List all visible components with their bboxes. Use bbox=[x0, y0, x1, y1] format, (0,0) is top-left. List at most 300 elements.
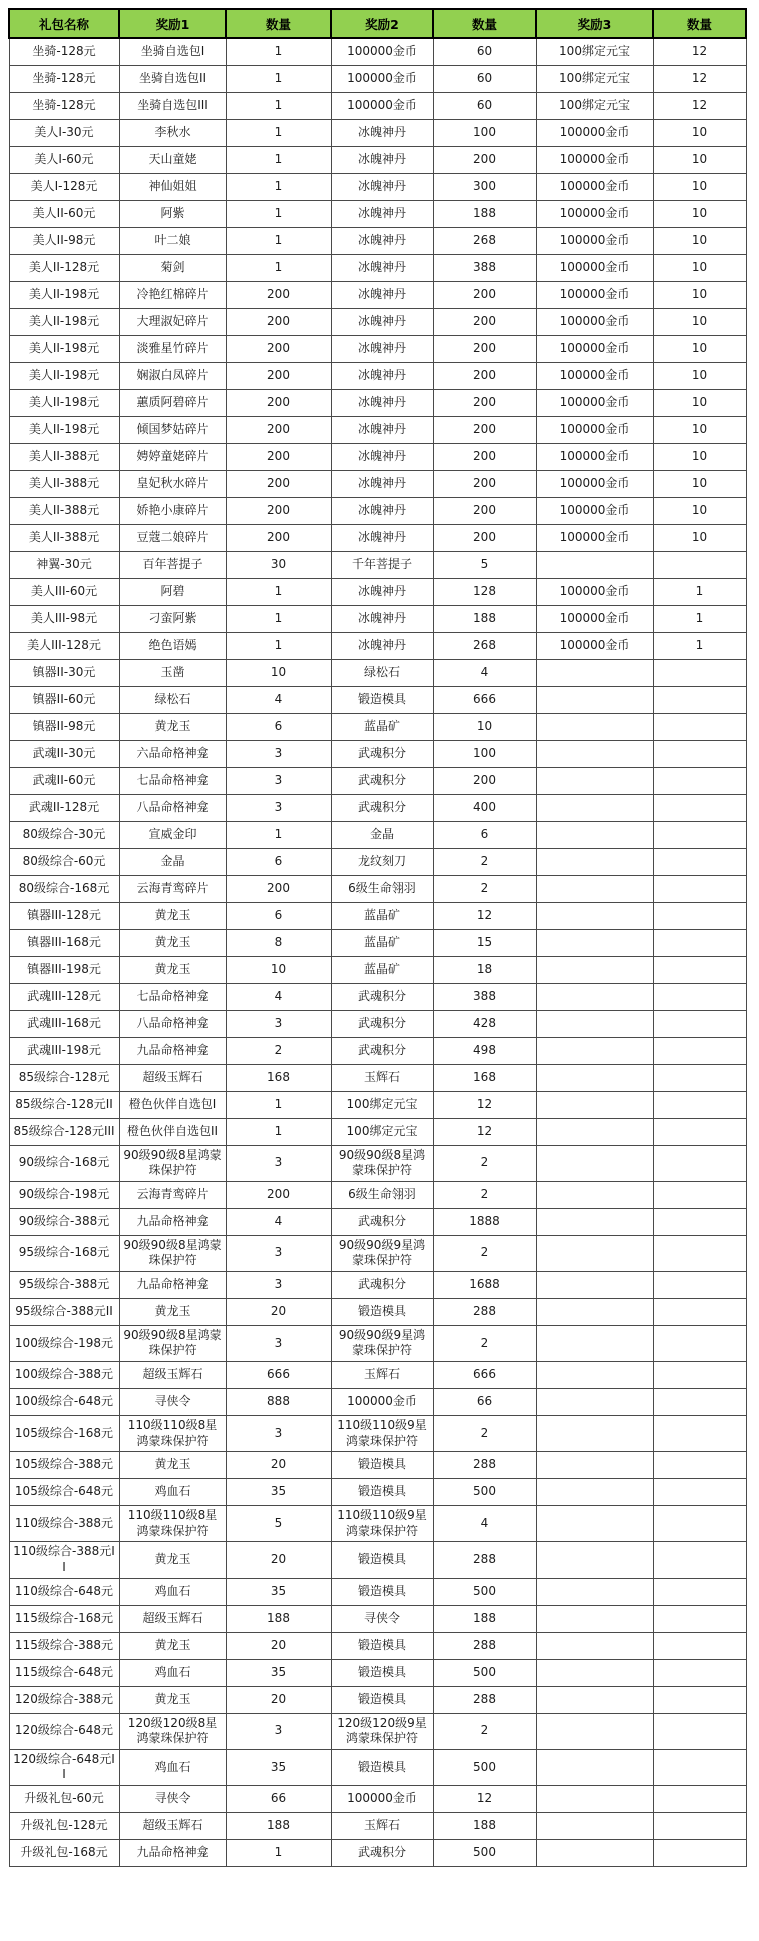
cell-quantity-3: 10 bbox=[653, 389, 746, 416]
cell-quantity-3 bbox=[653, 1686, 746, 1713]
cell-quantity-3: 10 bbox=[653, 362, 746, 389]
cell-quantity-2: 60 bbox=[433, 38, 536, 65]
cell-quantity-3 bbox=[653, 1786, 746, 1813]
cell-quantity-2: 2 bbox=[433, 875, 536, 902]
cell-reward-1: 大理淑妃碎片 bbox=[119, 308, 226, 335]
cell-reward-3 bbox=[536, 1235, 653, 1271]
cell-package-name: 100级综合-388元 bbox=[9, 1362, 119, 1389]
cell-quantity-2: 300 bbox=[433, 173, 536, 200]
table-row bbox=[9, 65, 746, 92]
cell-reward-3 bbox=[536, 929, 653, 956]
cell-quantity-3 bbox=[653, 1479, 746, 1506]
cell-quantity-3: 10 bbox=[653, 335, 746, 362]
cell-reward-2: 锻造模具 bbox=[331, 1686, 433, 1713]
cell-package-name: 镇器III-198元 bbox=[9, 956, 119, 983]
cell-reward-1: 叶二娘 bbox=[119, 227, 226, 254]
cell-quantity-2: 10 bbox=[433, 713, 536, 740]
cell-quantity-1: 200 bbox=[226, 416, 331, 443]
cell-package-name: 105级综合-648元 bbox=[9, 1479, 119, 1506]
cell-reward-3 bbox=[536, 821, 653, 848]
cell-reward-1: 橙色伙伴自选包II bbox=[119, 1118, 226, 1145]
cell-reward-1: 娉婷童姥碎片 bbox=[119, 443, 226, 470]
cell-quantity-3: 10 bbox=[653, 200, 746, 227]
table-row bbox=[9, 92, 746, 119]
cell-quantity-1: 3 bbox=[226, 1416, 331, 1452]
cell-reward-3 bbox=[536, 1118, 653, 1145]
table-row bbox=[9, 821, 746, 848]
cell-reward-2: 冰魄神丹 bbox=[331, 335, 433, 362]
cell-reward-3: 100000金币 bbox=[536, 146, 653, 173]
cell-quantity-1: 20 bbox=[226, 1542, 331, 1578]
cell-quantity-1: 3 bbox=[226, 1010, 331, 1037]
cell-package-name: 美人II-198元 bbox=[9, 362, 119, 389]
cell-reward-3 bbox=[536, 767, 653, 794]
cell-package-name: 80级综合-30元 bbox=[9, 821, 119, 848]
cell-quantity-1: 20 bbox=[226, 1298, 331, 1325]
cell-quantity-1: 10 bbox=[226, 659, 331, 686]
cell-quantity-3 bbox=[653, 1389, 746, 1416]
cell-quantity-3 bbox=[653, 1235, 746, 1271]
cell-reward-1: 皇妃秋水碎片 bbox=[119, 470, 226, 497]
table-row bbox=[9, 1271, 746, 1298]
cell-reward-3 bbox=[536, 1416, 653, 1452]
cell-quantity-1: 6 bbox=[226, 713, 331, 740]
cell-quantity-2: 200 bbox=[433, 767, 536, 794]
cell-quantity-2: 188 bbox=[433, 605, 536, 632]
cell-reward-2: 冰魄神丹 bbox=[331, 227, 433, 254]
cell-reward-2: 冰魄神丹 bbox=[331, 119, 433, 146]
cell-quantity-3 bbox=[653, 659, 746, 686]
cell-reward-2: 90级90级9星鸿蒙珠保护符 bbox=[331, 1235, 433, 1271]
cell-quantity-3: 12 bbox=[653, 92, 746, 119]
cell-package-name: 坐骑-128元 bbox=[9, 38, 119, 65]
cell-reward-1: 黄龙玉 bbox=[119, 1298, 226, 1325]
cell-reward-1: 阿碧 bbox=[119, 578, 226, 605]
cell-quantity-3 bbox=[653, 1749, 746, 1785]
cell-package-name: 升级礼包-168元 bbox=[9, 1840, 119, 1867]
cell-reward-2: 玉辉石 bbox=[331, 1362, 433, 1389]
cell-reward-1: 八品命格神龛 bbox=[119, 1010, 226, 1037]
cell-package-name: 美人I-60元 bbox=[9, 146, 119, 173]
cell-reward-3 bbox=[536, 1659, 653, 1686]
cell-reward-3: 100000金币 bbox=[536, 254, 653, 281]
column-header-quantity-1: 数量 bbox=[226, 9, 331, 38]
cell-quantity-2: 188 bbox=[433, 200, 536, 227]
cell-quantity-3: 10 bbox=[653, 173, 746, 200]
cell-reward-1: 菊剑 bbox=[119, 254, 226, 281]
cell-reward-3 bbox=[536, 875, 653, 902]
table-row bbox=[9, 983, 746, 1010]
cell-reward-1: 黄龙玉 bbox=[119, 902, 226, 929]
cell-quantity-2: 2 bbox=[433, 1713, 536, 1749]
cell-reward-3 bbox=[536, 1389, 653, 1416]
cell-quantity-2: 5 bbox=[433, 551, 536, 578]
cell-quantity-2: 200 bbox=[433, 497, 536, 524]
cell-package-name: 美人II-388元 bbox=[9, 443, 119, 470]
cell-reward-3 bbox=[536, 1208, 653, 1235]
cell-quantity-2: 428 bbox=[433, 1010, 536, 1037]
cell-quantity-1: 888 bbox=[226, 1389, 331, 1416]
table-row bbox=[9, 1064, 746, 1091]
cell-quantity-2: 288 bbox=[433, 1632, 536, 1659]
cell-reward-3: 100000金币 bbox=[536, 200, 653, 227]
cell-quantity-1: 20 bbox=[226, 1686, 331, 1713]
cell-package-name: 神翼-30元 bbox=[9, 551, 119, 578]
cell-reward-2: 武魂积分 bbox=[331, 1840, 433, 1867]
cell-reward-2: 千年菩提子 bbox=[331, 551, 433, 578]
cell-quantity-1: 3 bbox=[226, 794, 331, 821]
cell-package-name: 115级综合-648元 bbox=[9, 1659, 119, 1686]
cell-package-name: 120级综合-648元II bbox=[9, 1749, 119, 1785]
cell-reward-1: 倾国梦姑碎片 bbox=[119, 416, 226, 443]
cell-quantity-1: 200 bbox=[226, 470, 331, 497]
cell-quantity-2: 2 bbox=[433, 1416, 536, 1452]
cell-reward-1: 120级120级8星鸿蒙珠保护符 bbox=[119, 1713, 226, 1749]
cell-package-name: 美人II-98元 bbox=[9, 227, 119, 254]
cell-quantity-2: 288 bbox=[433, 1686, 536, 1713]
cell-reward-3 bbox=[536, 659, 653, 686]
cell-quantity-3 bbox=[653, 1145, 746, 1181]
cell-quantity-1: 2 bbox=[226, 1037, 331, 1064]
cell-quantity-3: 10 bbox=[653, 524, 746, 551]
cell-quantity-1: 30 bbox=[226, 551, 331, 578]
cell-quantity-3 bbox=[653, 1813, 746, 1840]
cell-quantity-1: 4 bbox=[226, 686, 331, 713]
table-row bbox=[9, 686, 746, 713]
cell-quantity-2: 1688 bbox=[433, 1271, 536, 1298]
cell-quantity-1: 1 bbox=[226, 173, 331, 200]
cell-reward-2: 锻造模具 bbox=[331, 1749, 433, 1785]
cell-reward-2: 冰魄神丹 bbox=[331, 308, 433, 335]
cell-quantity-1: 3 bbox=[226, 1145, 331, 1181]
cell-reward-2: 武魂积分 bbox=[331, 983, 433, 1010]
cell-quantity-2: 2 bbox=[433, 848, 536, 875]
cell-reward-1: 鸡血石 bbox=[119, 1578, 226, 1605]
column-header-quantity-3: 数量 bbox=[653, 9, 746, 38]
cell-package-name: 110级综合-388元 bbox=[9, 1506, 119, 1542]
cell-quantity-3: 10 bbox=[653, 146, 746, 173]
table-row bbox=[9, 875, 746, 902]
cell-reward-3: 100000金币 bbox=[536, 578, 653, 605]
cell-quantity-1: 1 bbox=[226, 92, 331, 119]
cell-quantity-3 bbox=[653, 1010, 746, 1037]
cell-quantity-2: 500 bbox=[433, 1840, 536, 1867]
cell-package-name: 美人II-198元 bbox=[9, 416, 119, 443]
cell-reward-1: 黄龙玉 bbox=[119, 713, 226, 740]
cell-quantity-3 bbox=[653, 1362, 746, 1389]
cell-quantity-2: 12 bbox=[433, 902, 536, 929]
cell-reward-1: 云海青鸾碎片 bbox=[119, 1181, 226, 1208]
cell-package-name: 110级综合-388元II bbox=[9, 1542, 119, 1578]
cell-reward-2: 100绑定元宝 bbox=[331, 1091, 433, 1118]
cell-quantity-1: 1 bbox=[226, 1118, 331, 1145]
cell-reward-3: 100000金币 bbox=[536, 227, 653, 254]
cell-quantity-3 bbox=[653, 1416, 746, 1452]
table-row bbox=[9, 1713, 746, 1749]
cell-reward-3: 100000金币 bbox=[536, 605, 653, 632]
cell-reward-3: 100000金币 bbox=[536, 443, 653, 470]
cell-reward-3: 100绑定元宝 bbox=[536, 92, 653, 119]
cell-reward-1: 刁蛮阿紫 bbox=[119, 605, 226, 632]
cell-reward-1: 90级90级8星鸿蒙珠保护符 bbox=[119, 1145, 226, 1181]
table-row bbox=[9, 362, 746, 389]
cell-quantity-3 bbox=[653, 551, 746, 578]
cell-reward-1: 超级玉辉石 bbox=[119, 1813, 226, 1840]
cell-quantity-3 bbox=[653, 1064, 746, 1091]
cell-quantity-3 bbox=[653, 1506, 746, 1542]
cell-reward-2: 武魂积分 bbox=[331, 767, 433, 794]
cell-quantity-2: 200 bbox=[433, 362, 536, 389]
cell-reward-1: 110级110级8星鸿蒙珠保护符 bbox=[119, 1416, 226, 1452]
cell-quantity-1: 1 bbox=[226, 578, 331, 605]
cell-quantity-2: 2 bbox=[433, 1145, 536, 1181]
cell-package-name: 95级综合-388元II bbox=[9, 1298, 119, 1325]
cell-package-name: 武魂III-168元 bbox=[9, 1010, 119, 1037]
cell-quantity-2: 200 bbox=[433, 308, 536, 335]
cell-reward-3: 100000金币 bbox=[536, 524, 653, 551]
cell-quantity-3 bbox=[653, 1118, 746, 1145]
cell-reward-1: 九品命格神龛 bbox=[119, 1208, 226, 1235]
cell-quantity-3 bbox=[653, 1659, 746, 1686]
cell-quantity-3 bbox=[653, 1271, 746, 1298]
cell-package-name: 120级综合-388元 bbox=[9, 1686, 119, 1713]
cell-quantity-1: 1 bbox=[226, 1091, 331, 1118]
cell-quantity-1: 35 bbox=[226, 1659, 331, 1686]
cell-quantity-1: 6 bbox=[226, 902, 331, 929]
cell-reward-1: 阿紫 bbox=[119, 200, 226, 227]
cell-quantity-1: 3 bbox=[226, 740, 331, 767]
cell-quantity-1: 35 bbox=[226, 1578, 331, 1605]
table-row bbox=[9, 173, 746, 200]
cell-reward-1: 宣威金印 bbox=[119, 821, 226, 848]
table-row bbox=[9, 1749, 746, 1785]
cell-quantity-3 bbox=[653, 1840, 746, 1867]
cell-package-name: 105级综合-168元 bbox=[9, 1416, 119, 1452]
cell-quantity-2: 12 bbox=[433, 1118, 536, 1145]
cell-reward-3 bbox=[536, 1298, 653, 1325]
cell-quantity-2: 12 bbox=[433, 1786, 536, 1813]
cell-reward-3 bbox=[536, 1064, 653, 1091]
cell-package-name: 90级综合-168元 bbox=[9, 1145, 119, 1181]
cell-package-name: 升级礼包-60元 bbox=[9, 1786, 119, 1813]
cell-reward-3 bbox=[536, 983, 653, 1010]
cell-reward-2: 110级110级9星鸿蒙珠保护符 bbox=[331, 1416, 433, 1452]
cell-package-name: 镇器III-128元 bbox=[9, 902, 119, 929]
cell-reward-2: 冰魄神丹 bbox=[331, 389, 433, 416]
table-row bbox=[9, 956, 746, 983]
cell-quantity-1: 168 bbox=[226, 1064, 331, 1091]
cell-quantity-3 bbox=[653, 902, 746, 929]
table-row bbox=[9, 308, 746, 335]
table-row bbox=[9, 1235, 746, 1271]
cell-package-name: 100级综合-198元 bbox=[9, 1325, 119, 1361]
cell-reward-3 bbox=[536, 1325, 653, 1361]
cell-reward-2: 锻造模具 bbox=[331, 1578, 433, 1605]
table-row bbox=[9, 146, 746, 173]
cell-reward-2: 冰魄神丹 bbox=[331, 443, 433, 470]
cell-reward-3: 100000金币 bbox=[536, 335, 653, 362]
cell-quantity-3: 10 bbox=[653, 308, 746, 335]
cell-reward-2: 龙纹刻刀 bbox=[331, 848, 433, 875]
table-row bbox=[9, 1037, 746, 1064]
cell-quantity-2: 2 bbox=[433, 1181, 536, 1208]
cell-quantity-3: 1 bbox=[653, 578, 746, 605]
cell-reward-2: 锻造模具 bbox=[331, 1452, 433, 1479]
cell-package-name: 80级综合-168元 bbox=[9, 875, 119, 902]
cell-reward-2: 110级110级9星鸿蒙珠保护符 bbox=[331, 1506, 433, 1542]
cell-quantity-1: 1 bbox=[226, 1840, 331, 1867]
cell-reward-2: 冰魄神丹 bbox=[331, 605, 433, 632]
cell-quantity-3 bbox=[653, 1208, 746, 1235]
cell-quantity-3 bbox=[653, 848, 746, 875]
cell-reward-2: 冰魄神丹 bbox=[331, 497, 433, 524]
cell-reward-2: 锻造模具 bbox=[331, 1632, 433, 1659]
cell-reward-2: 寻侠令 bbox=[331, 1605, 433, 1632]
cell-package-name: 镇器III-168元 bbox=[9, 929, 119, 956]
table-row bbox=[9, 632, 746, 659]
table-row bbox=[9, 1686, 746, 1713]
table-row bbox=[9, 200, 746, 227]
cell-quantity-2: 500 bbox=[433, 1749, 536, 1785]
table-header-row bbox=[9, 9, 746, 38]
cell-reward-1: 黄龙玉 bbox=[119, 1632, 226, 1659]
cell-quantity-3 bbox=[653, 875, 746, 902]
cell-reward-1: 淡雅星竹碎片 bbox=[119, 335, 226, 362]
cell-reward-2: 冰魄神丹 bbox=[331, 362, 433, 389]
cell-reward-3: 100000金币 bbox=[536, 497, 653, 524]
table-row bbox=[9, 1118, 746, 1145]
cell-reward-2: 6级生命翎羽 bbox=[331, 875, 433, 902]
cell-reward-2: 武魂积分 bbox=[331, 740, 433, 767]
table-row bbox=[9, 389, 746, 416]
cell-reward-3 bbox=[536, 1506, 653, 1542]
cell-reward-1: 百年菩提子 bbox=[119, 551, 226, 578]
table-row bbox=[9, 1479, 746, 1506]
cell-reward-3 bbox=[536, 686, 653, 713]
cell-reward-2: 武魂积分 bbox=[331, 1010, 433, 1037]
cell-reward-2: 90级90级9星鸿蒙珠保护符 bbox=[331, 1325, 433, 1361]
cell-quantity-1: 188 bbox=[226, 1605, 331, 1632]
cell-quantity-3 bbox=[653, 1542, 746, 1578]
cell-reward-2: 玉辉石 bbox=[331, 1064, 433, 1091]
cell-reward-2: 金晶 bbox=[331, 821, 433, 848]
cell-package-name: 美人III-128元 bbox=[9, 632, 119, 659]
cell-reward-1: 黄龙玉 bbox=[119, 1542, 226, 1578]
table-row bbox=[9, 1145, 746, 1181]
table-row bbox=[9, 1452, 746, 1479]
cell-reward-3 bbox=[536, 1713, 653, 1749]
cell-reward-1: 寻侠令 bbox=[119, 1786, 226, 1813]
cell-reward-2: 武魂积分 bbox=[331, 1037, 433, 1064]
cell-package-name: 115级综合-168元 bbox=[9, 1605, 119, 1632]
cell-quantity-1: 1 bbox=[226, 65, 331, 92]
cell-package-name: 110级综合-648元 bbox=[9, 1578, 119, 1605]
cell-package-name: 镇器II-30元 bbox=[9, 659, 119, 686]
cell-reward-3 bbox=[536, 902, 653, 929]
cell-package-name: 85级综合-128元II bbox=[9, 1091, 119, 1118]
cell-quantity-2: 200 bbox=[433, 335, 536, 362]
cell-reward-3 bbox=[536, 1452, 653, 1479]
cell-quantity-3: 10 bbox=[653, 281, 746, 308]
cell-reward-3 bbox=[536, 1578, 653, 1605]
cell-reward-1: 黄龙玉 bbox=[119, 929, 226, 956]
table-row bbox=[9, 713, 746, 740]
cell-quantity-2: 6 bbox=[433, 821, 536, 848]
cell-reward-2: 冰魄神丹 bbox=[331, 470, 433, 497]
cell-reward-1: 黄龙玉 bbox=[119, 956, 226, 983]
cell-reward-1: 七品命格神龛 bbox=[119, 983, 226, 1010]
cell-reward-2: 100000金币 bbox=[331, 65, 433, 92]
cell-package-name: 武魂III-198元 bbox=[9, 1037, 119, 1064]
cell-reward-2: 冰魄神丹 bbox=[331, 254, 433, 281]
cell-reward-1: 鸡血石 bbox=[119, 1479, 226, 1506]
cell-quantity-2: 268 bbox=[433, 227, 536, 254]
cell-quantity-2: 100 bbox=[433, 740, 536, 767]
cell-package-name: 90级综合-388元 bbox=[9, 1208, 119, 1235]
cell-reward-1: 绿松石 bbox=[119, 686, 226, 713]
cell-reward-2: 蓝晶矿 bbox=[331, 713, 433, 740]
cell-reward-2: 冰魄神丹 bbox=[331, 524, 433, 551]
cell-reward-3 bbox=[536, 956, 653, 983]
cell-reward-2: 武魂积分 bbox=[331, 794, 433, 821]
cell-quantity-2: 288 bbox=[433, 1298, 536, 1325]
table-row bbox=[9, 497, 746, 524]
cell-quantity-1: 1 bbox=[226, 200, 331, 227]
table-row bbox=[9, 281, 746, 308]
cell-reward-1: 娇艳小康碎片 bbox=[119, 497, 226, 524]
cell-reward-2: 锻造模具 bbox=[331, 1542, 433, 1578]
cell-quantity-1: 1 bbox=[226, 254, 331, 281]
cell-reward-2: 100绑定元宝 bbox=[331, 1118, 433, 1145]
table-row bbox=[9, 1840, 746, 1867]
cell-quantity-1: 200 bbox=[226, 281, 331, 308]
cell-quantity-1: 20 bbox=[226, 1452, 331, 1479]
cell-reward-3: 100绑定元宝 bbox=[536, 65, 653, 92]
cell-quantity-2: 66 bbox=[433, 1389, 536, 1416]
cell-reward-1: 玉凿 bbox=[119, 659, 226, 686]
table-row bbox=[9, 1181, 746, 1208]
table-row bbox=[9, 1506, 746, 1542]
table-row bbox=[9, 740, 746, 767]
cell-reward-3 bbox=[536, 1542, 653, 1578]
table-row bbox=[9, 335, 746, 362]
cell-reward-3: 100000金币 bbox=[536, 470, 653, 497]
cell-package-name: 115级综合-388元 bbox=[9, 1632, 119, 1659]
cell-quantity-2: 500 bbox=[433, 1479, 536, 1506]
cell-quantity-3 bbox=[653, 1632, 746, 1659]
table-row bbox=[9, 1659, 746, 1686]
cell-quantity-1: 1 bbox=[226, 632, 331, 659]
table-row bbox=[9, 659, 746, 686]
cell-quantity-2: 2 bbox=[433, 1235, 536, 1271]
cell-quantity-2: 1888 bbox=[433, 1208, 536, 1235]
table-row bbox=[9, 1010, 746, 1037]
cell-quantity-2: 168 bbox=[433, 1064, 536, 1091]
cell-reward-1: 超级玉辉石 bbox=[119, 1064, 226, 1091]
cell-quantity-2: 200 bbox=[433, 281, 536, 308]
cell-reward-2: 6级生命翎羽 bbox=[331, 1181, 433, 1208]
table-row bbox=[9, 38, 746, 65]
cell-package-name: 美人I-128元 bbox=[9, 173, 119, 200]
cell-reward-1: 六品命格神龛 bbox=[119, 740, 226, 767]
cell-reward-2: 武魂积分 bbox=[331, 1271, 433, 1298]
cell-quantity-2: 400 bbox=[433, 794, 536, 821]
cell-quantity-3: 10 bbox=[653, 227, 746, 254]
table-row bbox=[9, 1091, 746, 1118]
cell-quantity-1: 200 bbox=[226, 308, 331, 335]
cell-quantity-1: 1 bbox=[226, 227, 331, 254]
cell-reward-3: 100000金币 bbox=[536, 389, 653, 416]
